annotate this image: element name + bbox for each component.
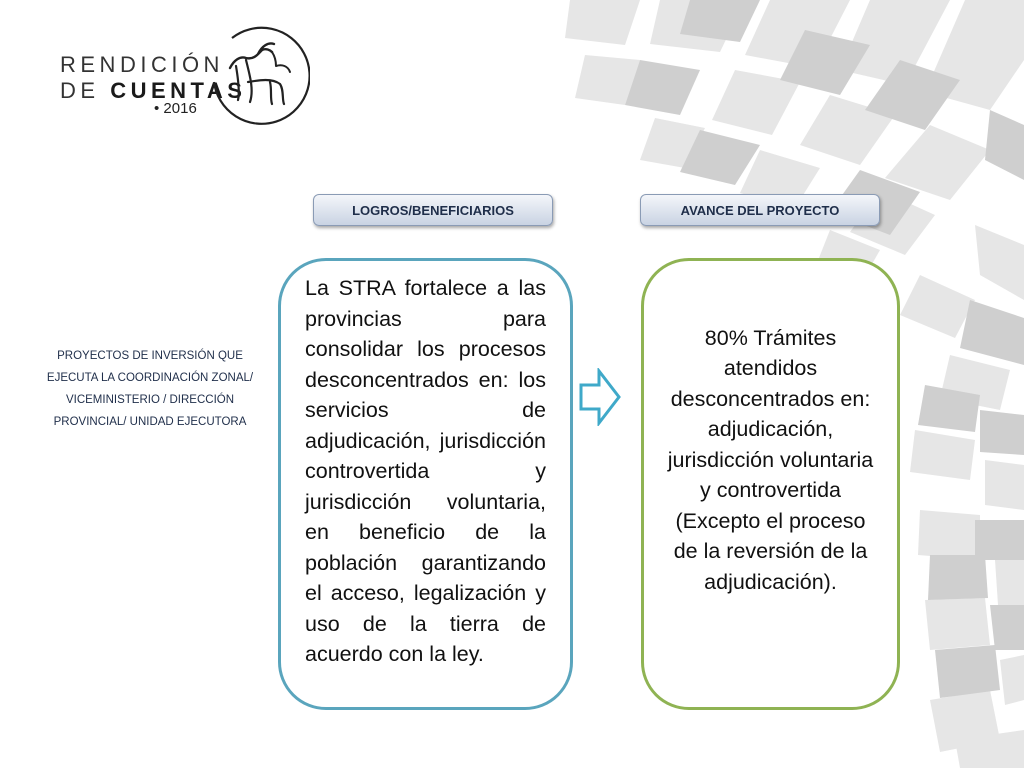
- avance-box: [641, 258, 900, 710]
- bull-logo-icon: [210, 20, 310, 132]
- logo-line2-prefix: DE: [60, 78, 111, 103]
- logros-text: La STRA fortalece a las provincias para consolidar los procesos desconcentrados en: los servicios de adjudicación, jurisdicción controvertida y jurisdicción voluntaria, en beneficio de la población garantizando el acceso, legalización y uso de la tierra de acuerdo con la ley.: [305, 276, 546, 666]
- logros-beneficiarios-header: LOGROS/BENEFICIARIOS: [313, 194, 553, 226]
- logros-box: [278, 258, 573, 710]
- right-arrow-icon: [578, 368, 622, 426]
- logo-year: • 2016: [154, 100, 197, 117]
- avance-text: 80% Trámites atendidos desconcentrados en: adjudicación, jurisdicción voluntaria y controvertida (Excepto el proceso de la reversión de la adjudicación).: [667, 325, 874, 594]
- logo-title-line1: RENDICIÓN: [60, 52, 224, 77]
- logo-line2-bold: CUENTAS: [110, 78, 247, 103]
- rendicion-de-cuentas-logo: [58, 20, 308, 132]
- project-category-label: PROYECTOS DE INVERSIÓN QUE EJECUTA LA COORDINACIÓN ZONAL/ VICEMINISTERIO / DIRECCIÓN PROVINCIAL/ UNIDAD EJECUTORA: [46, 350, 254, 428]
- avance-proyecto-header: AVANCE DEL PROYECTO: [640, 194, 880, 226]
